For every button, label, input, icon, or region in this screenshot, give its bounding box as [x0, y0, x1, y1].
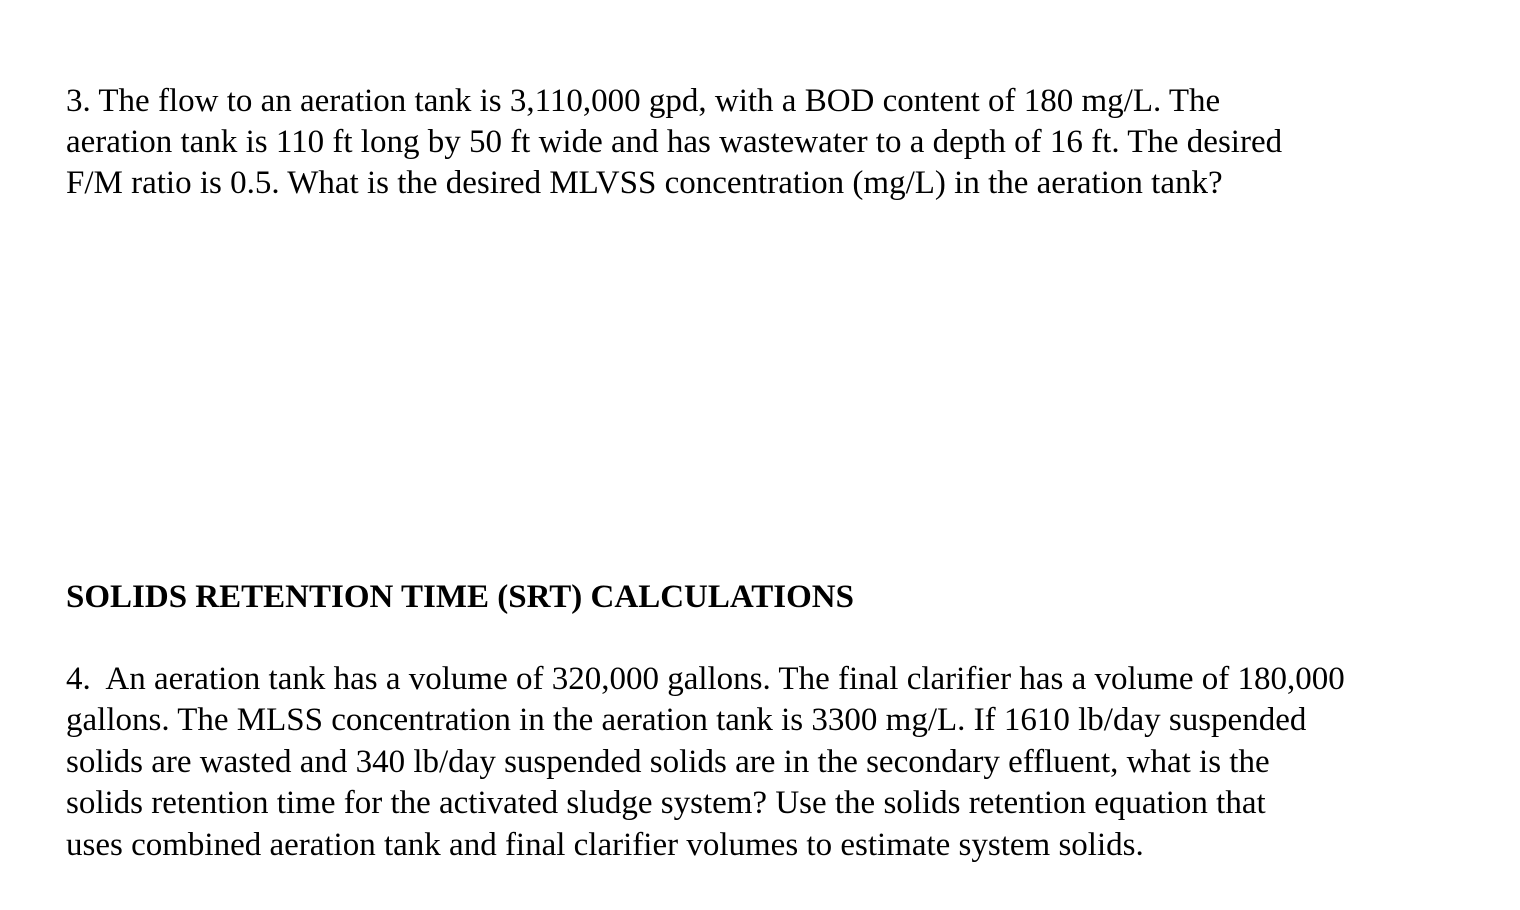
section-heading: SOLIDS RETENTION TIME (SRT) CALCULATIONS	[66, 579, 854, 615]
problem-4-line: uses combined aeration tank and final clarifier volumes to estimate system solids.	[66, 827, 1144, 863]
problem-3-line: F/M ratio is 0.5. What is the desired MLVSS concentration (mg/L) in the aeration tank?	[66, 165, 1223, 201]
problem-4-line: solids retention time for the activated sludge system? Use the solids retention equation that	[66, 785, 1266, 821]
problem-4-line: solids are wasted and 340 lb/day suspended solids are in the secondary effluent, what is the	[66, 744, 1270, 780]
problem-4-line: gallons. The MLSS concentration in the aeration tank is 3300 mg/L. If 1610 lb/day suspended	[66, 702, 1307, 738]
problem-4-line: 4. An aeration tank has a volume of 320,000 gallons. The final clarifier has a volume of 180,000	[66, 661, 1345, 697]
problem-3-line: aeration tank is 110 ft long by 50 ft wide and has wastewater to a depth of 16 ft. The desired	[66, 124, 1283, 160]
problem-3-line: 3. The flow to an aeration tank is 3,110,000 gpd, with a BOD content of 180 mg/L. The	[66, 83, 1221, 119]
